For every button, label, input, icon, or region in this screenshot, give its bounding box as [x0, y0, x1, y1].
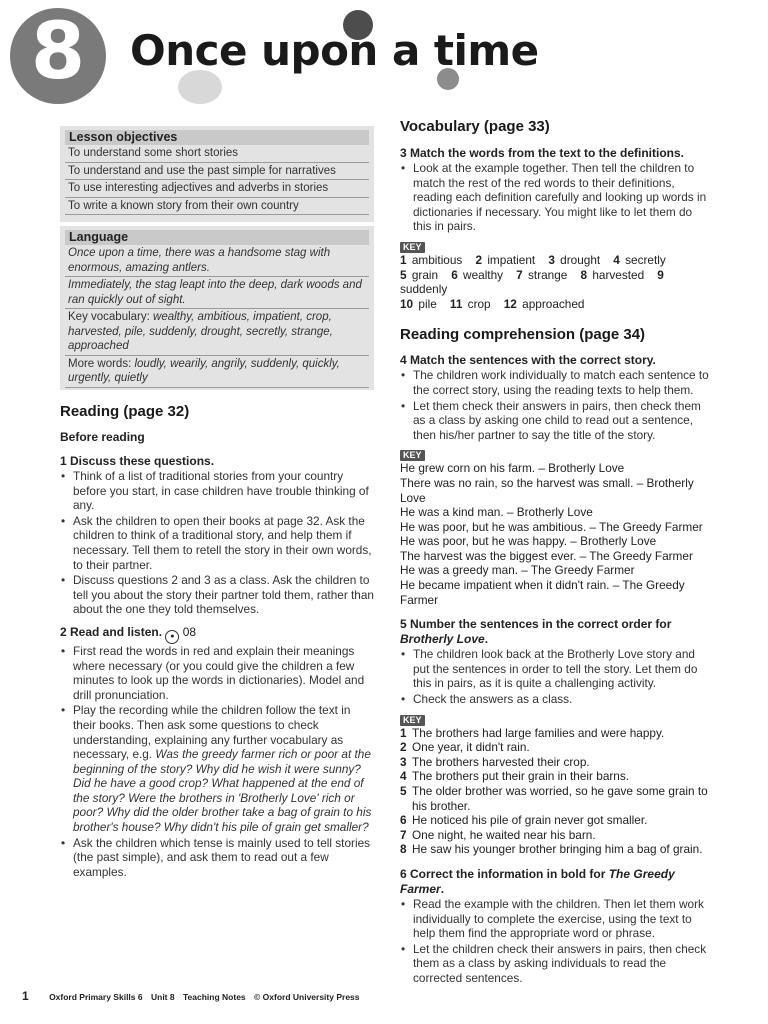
- question-5-label: 5 Number the sentences in the correct order for: [400, 617, 672, 632]
- answer-line: He grew corn on his farm. – Brotherly Love: [400, 461, 625, 476]
- answer-line: He became impatient when it didn't rain. – The Greedy Farmer: [400, 578, 685, 607]
- question-2-label: 2 Read and listen.: [60, 624, 163, 639]
- reading-heading: Reading (page 32): [60, 403, 190, 420]
- page-title: Once upon a time: [130, 26, 539, 75]
- question-2: [60, 625, 374, 644]
- objective-item: To write a known story from their own country: [65, 198, 369, 216]
- answer-line: He was a greedy man. – The Greedy Farmer: [400, 563, 635, 578]
- answer-line: There was no rain, so the harvest was small. – Brotherly Love: [400, 475, 694, 505]
- question-6-label: 6 Correct the information in: [400, 866, 558, 881]
- objective-item: To use interesting adjectives and adverbs in stories: [65, 180, 369, 198]
- notes-label: Teaching Notes: [182, 992, 246, 1002]
- ordered-answer: 7 One night, he waited near his barn.: [400, 827, 596, 842]
- bullet-item: [60, 703, 374, 834]
- answer-line: He was poor, but he was happy. – Brotherly Love: [400, 534, 657, 549]
- bullet-item: • Read the example with the children. Then let them work individually to complete the exercise, using the text to help them find the appropriate word or phrase.: [400, 897, 712, 941]
- copyright: © Oxford University Press: [254, 992, 360, 1002]
- bullet-item: • The children look back at the Brotherly Love story and put the sentences in order to tell the story. Let them do this in pairs, as it is quite a challenging activity.: [400, 647, 712, 691]
- ordered-answer: 1 The brothers had large families and were happy.: [400, 725, 665, 740]
- unit-number: 8: [30, 7, 86, 97]
- bullet-item: • Ask the children which tense is mainly used to tell stories (the past simple), and ask them to read out a few examples.: [60, 836, 374, 880]
- bullet-text: Play the recording while the children follow the text in their books. Then ask some questions to check understanding, explaining any further vocabulary as necessary, e.g.: [73, 703, 351, 762]
- ordered-answer: 6 He noticed his pile of grain never got smaller.: [400, 813, 648, 828]
- bold-word: bold: [560, 866, 587, 881]
- comprehension-heading: Reading comprehension (page 34): [400, 326, 646, 344]
- more-words-list: loudly, wearily, angrily, suddenly, quickly, urgently, quietly: [68, 357, 340, 384]
- story-title: The Greedy Farmer: [400, 866, 675, 896]
- key-badge: KEY: [400, 242, 425, 253]
- question-3: 3 Match the words from the text to the definitions.: [400, 146, 685, 160]
- audio-cd-icon: ●: [165, 630, 179, 644]
- more-words-label: More words:: [68, 357, 132, 370]
- key-vocabulary-label: Key vocabulary:: [68, 311, 150, 323]
- bullet-item: • First read the words in red and explain their meanings where necessary (or you could give the children a few minutes to look up the words in dictionaries). Model and drill pronunciation.: [60, 644, 374, 702]
- key-badge: KEY: [400, 450, 425, 461]
- bullet-item: • Discuss questions 2 and 3 as a class. Ask the children to tell you about the story their partner told them, rather than about the one they told themselves.: [60, 573, 374, 617]
- lesson-objectives-box: [60, 126, 374, 222]
- bullet-item: • Let them check their answers in pairs, then check them as a class by asking one child to read out a sentence, then his/her partner to say the title of the story.: [400, 399, 712, 443]
- unit-label: Unit 8: [150, 992, 175, 1002]
- key-badge: KEY: [400, 715, 425, 726]
- page-number: 1: [22, 989, 29, 1003]
- vocabulary-heading: Vocabulary (page 33): [400, 118, 550, 135]
- ordered-answer: 3 The brothers harvested their crop.: [400, 754, 590, 769]
- question-4: 4 Match the sentences with the correct story.: [400, 353, 656, 368]
- book-title: Oxford Primary Skills 6: [49, 992, 143, 1002]
- bullet-item: • Ask the children to open their books at page 32. Ask the children to think of a traditional story, and help them if necessary. Tell them to retell the story in their own words, to their partner.: [60, 514, 374, 572]
- lesson-objectives-heading: Lesson objectives: [65, 130, 369, 145]
- page-footer: [22, 989, 366, 1003]
- language-example: Once upon a time, there was a handsome stag with enormous, amazing antlers.: [65, 245, 369, 277]
- bullet-item: • Look at the example together. Then tell the children to match the rest of the red words to their definitions, reading each definition carefully and looking up words in dictionaries if necessary. You might like to let them do this in pairs.: [400, 161, 712, 234]
- answer-line: The harvest was the biggest ever. – The Greedy Farmer: [400, 548, 693, 563]
- bullet-item: • Check the answers as a class.: [400, 692, 712, 707]
- question-5: 5 Number the sentences in the correct order for Brotherly Love.: [400, 617, 672, 647]
- language-box: [60, 226, 374, 390]
- reading-section: [60, 403, 374, 880]
- ordered-answer: 5 The older brother was worried, so he gave some grain to his brother.: [400, 784, 708, 813]
- language-heading: Language: [65, 230, 369, 245]
- answer-line: He was a kind man. – Brotherly Love: [400, 505, 593, 520]
- right-column: [400, 118, 712, 987]
- key-vocabulary-words: wealthy, ambitious, impatient, crop, harvested, pile, suddenly, drought, secretly, strange, approached: [68, 311, 333, 352]
- example-questions: Was the greedy farmer rich or poor at the beginning of the story? Why did he wish it were sunny? Did he have a good crop? What happened at the end of the story? Were the brothers in 'Brotherly Love' rich or poor? Why did the older brother take a bag of grain to his brother's house? Why didn't his pile of grain get smaller?: [73, 747, 372, 835]
- question-1: 1 Discuss these questions.: [60, 454, 215, 468]
- bullet-item: • Think of a list of traditional stories from your country before you start, in case children have trouble thinking of any.: [60, 469, 374, 513]
- before-reading-subheading: Before reading: [60, 430, 145, 444]
- audio-track-number: 08: [182, 624, 197, 639]
- story-title: Brotherly Love: [400, 632, 485, 647]
- question-6-for: for: [589, 866, 606, 881]
- ordered-answer: 2 One year, it didn't rain.: [400, 740, 530, 755]
- bullet-item: • The children work individually to match each sentence to the correct story, using the reading texts to help them.: [400, 368, 712, 397]
- ordered-answer: 8 He saw his younger brother bringing him a bag of grain.: [400, 842, 703, 857]
- decorative-dot: [178, 70, 222, 104]
- key-vocabulary: [65, 309, 369, 356]
- question-6: 6 Correct the information in bold for The Greedy Farmer.: [400, 866, 675, 896]
- language-example: Immediately, the stag leapt into the deep, dark woods and ran quickly out of sight.: [65, 277, 369, 309]
- objective-item: To understand some short stories: [65, 145, 369, 163]
- objective-item: To understand and use the past simple for narratives: [65, 163, 369, 181]
- bullet-item: • Let the children check their answers in pairs, then check them as a class by asking individuals to read the corrected sentences.: [400, 942, 712, 986]
- more-words: [65, 356, 369, 388]
- answer-line: He was poor, but he was ambitious. – The Greedy Farmer: [400, 519, 703, 534]
- vocab-key-line: 10 pile 11 crop 12 approached: [400, 296, 585, 311]
- vocab-key-line: 1 ambitious 2 impatient 3 drought 4 secretly: [400, 252, 666, 267]
- ordered-answer: 4 The brothers put their grain in their barns.: [400, 769, 630, 784]
- vocab-key-line: 5 grain 6 wealthy 7 strange 8 harvested 9 suddenly: [400, 267, 664, 297]
